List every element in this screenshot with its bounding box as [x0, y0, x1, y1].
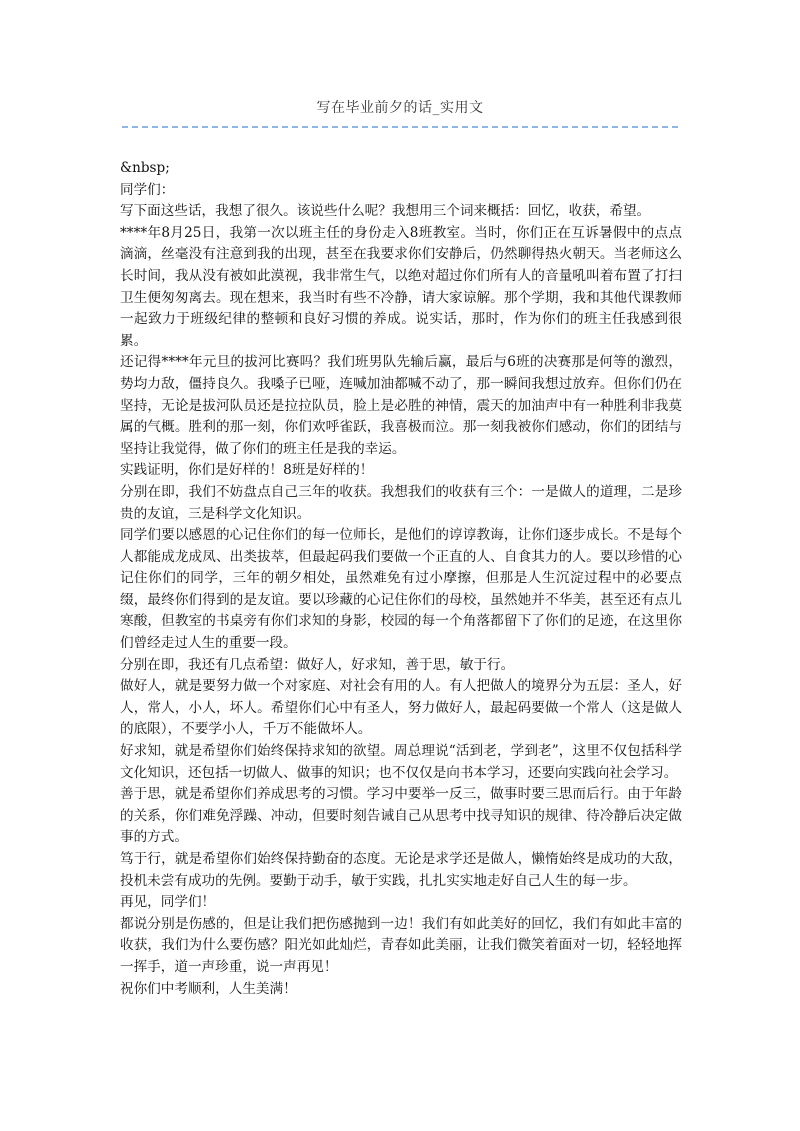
- document-body: [120, 158, 682, 1000]
- body-paragraph: 祝你们中考顺利，人生美满！: [120, 980, 297, 997]
- body-paragraph: 还记得****年元旦的拔河比赛吗？我们班男队先输后赢，最后与6班的决赛那是何等的激烈，势均力敌，僵持良久。我嗓子已哑，连喊加油都喊不动了，那一瞬间我想过放弃。但你们仍在坚持，无论是拔河队员还是拉拉队员，脸上是必胜的神情，震天的加油声中有一种胜利非我莫属的气概。胜利的那一刻，你们欢呼雀跃，我喜极而泣。那一刻我被你们感动，你们的团结与坚持让我觉得，做了你们的班主任是我的幸运。: [120, 354, 682, 457]
- body-paragraph: 实践证明，你们是好样的！8班是好样的！: [120, 462, 374, 479]
- body-paragraph: 做好人，就是要努力做一个对家庭、对社会有用的人。有人把做人的境界分为五层：圣人，好人，常人，小人，坏人。希望你们心中有圣人，努力做好人，最起码要做一个常人（这是做人的底限），不要学小人，千万不能做坏人。: [120, 678, 682, 738]
- body-paragraph: 善于思，就是希望你们养成思考的习惯。学习中要举一反三，做事时要三思而后行。由于年龄的关系，你们难免浮躁、冲动，但要时刻告诫自己从思考中找寻知识的规律、待冷静后决定做事的方式。: [120, 786, 682, 846]
- body-paragraph: ****年8月25日，我第一次以班主任的身份走入8班教室。当时，你们正在互诉暑假中的点点滴滴，丝毫没有注意到我的出现，甚至在我要求你们安静后，仍然聊得热火朝天。当老师这么长时间，我从没有被如此漠视，我非常生气，以绝对超过你们所有人的音量吼叫着布置了打扫卫生便匆匆离去。现在想来，我当时有些不冷静，请大家谅解。那个学期，我和其他代课教师一起致力于班级纪律的整顿和良好习惯的养成。说实话，那时，作为你们的班主任我感到很累。: [120, 224, 682, 349]
- body-paragraph: 写下面这些话，我想了很久。该说些什么呢？我想用三个词来概括：回忆，收获，希望。: [120, 203, 651, 220]
- body-paragraph: 分别在即，我们不妨盘点自己三年的收获。我想我们的收获有三个：一是做人的道理，二是珍贵的友谊，三是科学文化知识。: [120, 483, 682, 522]
- body-paragraph: 再见，同学们！: [120, 894, 216, 911]
- body-paragraph: 同学们要以感恩的心记住你们的每一位师长，是他们的谆谆教诲，让你们逐步成长。不是每个人都能成龙成凤、出类拔萃，但最起码我们要做一个正直的人、自食其力的人。要以珍惜的心记住你们的同学，三年的朝夕相处，虽然难免有过小摩擦，但那是人生沉淀过程中的必要点缀，最终你们得到的是友谊。要以珍藏的心记住你们的母校，虽然她并不华美，甚至还有点儿寒酸，但教室的书桌旁有你们求知的身影，校园的每一个角落都留下了你们的足迹，在这里你们曾经走过人生的重要一段。: [120, 527, 682, 652]
- body-paragraph: 同学们：: [120, 181, 175, 198]
- body-paragraph: 都说分别是伤感的，但是让我们把伤感抛到一边！我们有如此美好的回忆，我们有如此丰富的收获，我们为什么要伤感？阳光如此灿烂，青春如此美丽，让我们微笑着面对一切，轻轻地挥一挥手，道一声珍重，说一声再见！: [120, 915, 682, 975]
- title-divider: [122, 126, 678, 128]
- body-paragraph: 好求知，就是希望你们始终保持求知的欲望。周总理说“活到老，学到老”，这里不仅包括科学文化知识，还包括一切做人、做事的知识；也不仅仅是向书本学习，还要向实践向社会学习。: [120, 743, 682, 781]
- document-title: 写在毕业前夕的话_实用文: [316, 100, 484, 116]
- body-paragraph: &nbsp;: [120, 160, 170, 176]
- body-paragraph: 笃于行，就是希望你们始终保持勤奋的态度。无论是求学还是做人，懒惰始终是成功的大敌，投机未尝有成功的先例。要勤于动手，敏于实践，扎扎实实地走好自己人生的每一步。: [120, 851, 682, 889]
- body-paragraph: 分别在即，我还有几点希望：做好人，好求知，善于思，敏于行。: [120, 656, 515, 673]
